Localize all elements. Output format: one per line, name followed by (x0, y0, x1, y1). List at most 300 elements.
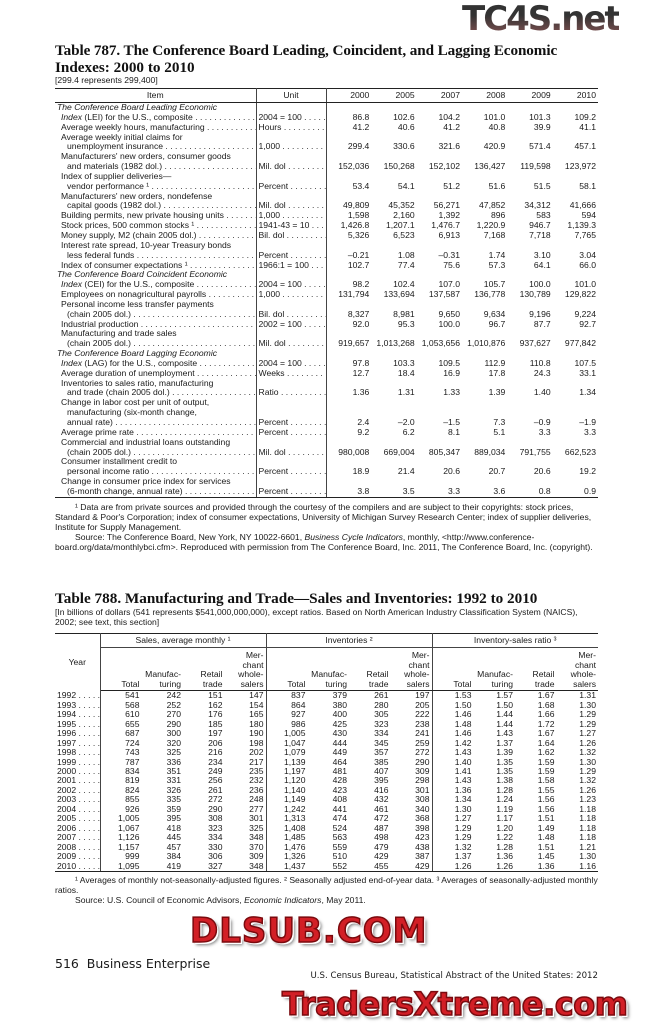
item-text: (LEI) for the U.S., composite . . . (82, 113, 255, 122)
subcolumn-header-line: trade (534, 678, 555, 689)
item-line (57, 211, 256, 221)
year-cell (55, 701, 100, 710)
value-cell: 455 (349, 862, 391, 872)
value-cell: 309 (391, 767, 433, 776)
value-cell: 241 (391, 729, 433, 738)
value-2005: 18.4 (397, 367, 415, 378)
item-cell (55, 123, 256, 133)
subcolumn-header-line: Manufac- (311, 669, 347, 680)
item-cell (55, 241, 256, 261)
value-cell: 1.72 (537, 718, 555, 729)
item-cell (55, 113, 256, 123)
item-text: Change in labor cost per unit of output, (61, 398, 210, 408)
unit-cell (256, 172, 326, 192)
subcolumn-header-line: chant (242, 659, 264, 670)
value-cell: 1.55 (537, 784, 555, 795)
value-2010: 58.1 (579, 180, 596, 191)
item-text: personal income ratio . . . (67, 467, 256, 476)
subcolumn-header-line: Retail (532, 669, 555, 680)
value-cell: 336 (166, 756, 181, 767)
value-cell: 1.26 (474, 862, 516, 872)
value-cell: 787 (125, 756, 140, 767)
table-row (55, 241, 598, 261)
table-row (55, 261, 598, 271)
value-cell: 418 (166, 822, 181, 833)
value-cell: 1.16 (557, 862, 599, 872)
value-cell: 1.36 (515, 862, 557, 872)
value-cell: 236 (225, 786, 267, 795)
item-cell (55, 172, 256, 192)
value-cell: 407 (374, 766, 389, 776)
item-text: Average duration of unemployment . . . (61, 369, 256, 378)
column-header-item: Item (55, 89, 256, 103)
watermark-logo-bottom: TradersXtreme.com (282, 985, 628, 1023)
subcolumn-header-line: chant (408, 659, 430, 670)
value-cell: 1,197 (283, 766, 306, 776)
unit-text: Percent . . . (259, 250, 327, 260)
value-2007: 321.6 (438, 141, 460, 152)
subcolumn-header-line: Total (453, 678, 472, 689)
table-787-notes (55, 502, 600, 552)
value-2000: 299.4 (347, 141, 370, 152)
value-cell: 1.62 (537, 747, 555, 758)
value-cell: 359 (166, 803, 181, 814)
value-cell: 323 (208, 822, 223, 833)
value-2005: 40.6 (397, 121, 415, 132)
value-cell: 216 (208, 747, 223, 758)
value-2010: 3.04 (579, 249, 596, 260)
value-cell: 261 (374, 690, 389, 701)
value-2009: 100.0 (529, 279, 551, 290)
value-cell: 724 (125, 737, 140, 748)
value-2010: 107.5 (574, 357, 596, 368)
value-cell: 428 (332, 775, 347, 786)
table-row (55, 231, 598, 241)
value-cell: 461 (374, 803, 389, 814)
value-2000: 980,008 (338, 446, 370, 457)
table-row (55, 428, 598, 438)
value-2007: 152,102 (428, 161, 460, 172)
unit-text: Percent . . . (259, 486, 327, 496)
subcolumn-header (557, 648, 599, 691)
item-line (57, 142, 256, 152)
value-2007: 20.6 (443, 466, 460, 477)
item-text: Building permits, new private housing units . . . (61, 211, 256, 220)
value-2010: –1.9 (579, 417, 596, 427)
value-cell: 432 (374, 794, 389, 805)
table-787 (55, 88, 598, 498)
value-cell: 1.30 (579, 851, 596, 862)
item-line (57, 477, 256, 487)
value-2009: 583 (536, 210, 551, 221)
value-2010: 41.1 (579, 121, 596, 132)
item-text: Average prime rate . . . (61, 428, 256, 437)
value-cell: 340 (391, 805, 433, 814)
section-title-text: The Conference Board Coincident Economic (57, 270, 228, 280)
item-cell (55, 438, 256, 458)
item-text: and materials (1982 dol.) . . . (67, 162, 256, 171)
value-2005: 21.4 (397, 466, 415, 477)
unit-cell (256, 300, 326, 320)
item-text: manufacturing (six-month change, (67, 408, 197, 418)
item-line (57, 113, 256, 123)
unit-cell (256, 438, 326, 458)
item-line (57, 369, 256, 379)
value-cell: 308 (208, 813, 223, 824)
value-cell: 1.44 (496, 718, 513, 729)
value-cell: 277 (225, 805, 267, 814)
value-cell: 1,005 (283, 728, 306, 739)
table-row (55, 477, 598, 497)
value-cell: 1.18 (579, 832, 596, 843)
value-cell: 290 (391, 758, 433, 767)
value-cell: 864 (291, 699, 306, 710)
value-cell: 222 (391, 710, 433, 719)
value-cell: 259 (391, 739, 433, 748)
item-text: annual rate) . . . (67, 418, 256, 427)
value-2009: 0.8 (507, 477, 552, 497)
item-line (57, 133, 256, 143)
value-2010: 129,822 (564, 289, 596, 300)
year-cell (55, 729, 100, 738)
value-cell: 1.18 (579, 813, 596, 824)
value-2008: 51.6 (488, 180, 506, 191)
value-2008: 7.3 (493, 417, 506, 427)
value-cell: 610 (125, 709, 140, 720)
unit-cell (256, 192, 326, 212)
item-cell (55, 300, 256, 320)
column-header-2005: 2005 (371, 89, 416, 103)
value-cell: 235 (225, 767, 267, 776)
item-text: and trade (chain 2005 dol.) . . . (67, 388, 256, 397)
value-2005: 6.2 (402, 426, 415, 437)
item-text: (chain 2005 dol.) . . . (67, 339, 256, 348)
value-2007: 8.1 (448, 426, 460, 437)
item-text: Employees on nonagricultural payrolls . . . (61, 290, 256, 299)
value-cell: 541 (125, 690, 140, 701)
unit-text: Percent . . . (259, 417, 327, 427)
value-cell: 1,326 (283, 851, 306, 862)
value-2005: 54.1 (397, 180, 415, 191)
section-header-row (55, 103, 598, 113)
subcolumn-header-line: salers (406, 678, 430, 689)
value-cell: 1.24 (496, 794, 513, 805)
value-2007: 1.33 (443, 387, 460, 398)
value-cell: 309 (225, 852, 267, 861)
value-cell: 290 (166, 718, 181, 729)
year-cell (55, 691, 100, 701)
value-cell: 1.34 (454, 794, 472, 805)
item-text: Commercial and industrial loans outstanding (61, 437, 231, 447)
value-2008: 1,010,876 (467, 338, 506, 349)
value-cell: 1.32 (579, 775, 596, 786)
value-cell: 1.36 (454, 784, 472, 795)
year-cell (55, 833, 100, 842)
value-cell: 1.28 (496, 784, 513, 795)
value-2010: 92.7 (579, 318, 596, 329)
item-line (57, 221, 256, 231)
item-text: vendor performance ¹ . . . (67, 182, 256, 191)
subcolumn-header-line: salers (240, 678, 264, 689)
unit-text: Hours . . . (259, 123, 327, 132)
value-2000: 41.2 (352, 121, 370, 132)
value-2005: 150,268 (383, 161, 415, 172)
unit-cell (256, 261, 326, 271)
value-cell: 1,313 (283, 813, 306, 824)
subcolumn-header-line: Mer- (578, 650, 596, 660)
subcolumn-header-line: trade (368, 678, 389, 689)
subcolumn-header-line: Manufac- (477, 669, 513, 680)
value-2000: 8,327 (347, 308, 370, 319)
value-cell: 1.48 (537, 832, 555, 843)
item-line (57, 152, 256, 162)
value-2000: 86.8 (352, 111, 370, 122)
value-cell: 429 (391, 862, 433, 872)
value-cell: 306 (208, 851, 223, 862)
table-788-group-header-row (55, 634, 598, 648)
value-cell: 238 (391, 720, 433, 729)
value-cell: 1.37 (454, 851, 472, 862)
value-cell: 1.57 (496, 690, 513, 701)
item-line (57, 290, 256, 300)
value-2009: 51.5 (533, 180, 551, 191)
value-cell: 1,476 (283, 841, 306, 852)
value-2005: 133,694 (383, 289, 415, 300)
item-cell (55, 133, 256, 153)
value-cell: 1.58 (537, 775, 555, 786)
subcolumn-header (308, 648, 350, 691)
subcolumn-header-line: salers (573, 678, 596, 689)
subcolumn-header-line: Manufac- (145, 669, 181, 680)
section-title (55, 270, 256, 280)
value-2007: 75.6 (443, 259, 460, 270)
value-2009: 1.40 (533, 387, 551, 398)
item-line (57, 280, 256, 290)
item-text: Industrial production . . . (61, 320, 256, 329)
value-2010: 19.2 (579, 466, 596, 477)
value-2000: 2.4 (357, 417, 370, 427)
column-header-2009: 2009 (507, 89, 552, 103)
item-text: Index of supplier deliveries— (61, 171, 172, 181)
value-2005: –2.0 (397, 417, 415, 427)
value-cell: 1,120 (283, 775, 306, 786)
value-2008: 101.0 (483, 111, 506, 122)
year-text: 2003 . . . (57, 795, 100, 804)
value-cell: 1.48 (454, 718, 472, 729)
value-2005: 669,004 (383, 446, 415, 457)
value-cell: 190 (225, 729, 267, 738)
table-787-headnote: [299.4 represents 299,400] (55, 75, 158, 85)
value-2005: 8,981 (393, 308, 415, 319)
value-cell: 1.68 (537, 699, 555, 710)
value-cell: 1.35 (496, 756, 513, 767)
value-cell: 1.26 (579, 737, 596, 748)
value-cell: 487 (374, 822, 389, 833)
item-line (57, 241, 256, 251)
item-text: Money supply, M2 (chain 2005 dol.) . . . (61, 231, 256, 240)
value-2005: 1.31 (397, 387, 415, 398)
column-header-year: Year (55, 634, 100, 691)
table-row (55, 300, 598, 320)
value-cell: 1.64 (537, 737, 555, 748)
table-row (55, 379, 598, 399)
table-row (55, 192, 598, 212)
subcolumn-header (183, 648, 225, 691)
value-cell: 1.46 (454, 709, 472, 720)
unit-text: 1,000 . . . (259, 290, 327, 299)
value-2007: 805,347 (428, 446, 460, 457)
value-cell: 242 (166, 690, 181, 701)
subcolumn-header-line: turing (159, 678, 181, 689)
value-cell: 1.43 (496, 728, 513, 739)
value-2007: 41.2 (443, 121, 460, 132)
subcolumn-header (225, 648, 267, 691)
item-text: (chain 2005 dol.) . . . (67, 448, 256, 457)
value-cell: 345 (374, 737, 389, 748)
unit-cell (256, 270, 326, 280)
unit-cell (256, 280, 326, 290)
value-cell: 395 (374, 775, 389, 786)
subcolumn-header-line: Retail (200, 669, 223, 680)
value-2010: 9,224 (574, 308, 596, 319)
table-row (55, 438, 598, 458)
value-2009: 791,755 (519, 446, 551, 457)
value-2008: 420.9 (483, 141, 506, 152)
value-cell: 1.46 (454, 728, 472, 739)
value-2009: 39.9 (533, 121, 551, 132)
value-cell: 147 (225, 691, 267, 701)
value-2005: 103.3 (393, 357, 415, 368)
item-line (57, 201, 256, 211)
subcolumn-header-line: Total (121, 678, 140, 689)
table-row (55, 398, 598, 428)
value-2009: 110.8 (529, 357, 551, 368)
value-2009: 64.1 (533, 259, 551, 270)
year-text: 2007 . . . (57, 833, 100, 842)
value-cell: 1.66 (537, 709, 555, 720)
value-cell: 330 (208, 841, 223, 852)
value-cell: 1,408 (283, 822, 306, 833)
watermark-logo-top: TC4S.net (462, 0, 619, 39)
value-cell: 232 (225, 776, 267, 785)
subcolumn-header-line: chant (574, 659, 596, 670)
source-text: Source: U.S. Council of Economic Advisors, (75, 895, 245, 905)
value-cell: 290 (208, 803, 223, 814)
value-cell: 1.53 (454, 690, 472, 701)
table-788-subheader-row (55, 648, 598, 691)
year-text: 2010 . . . (57, 862, 100, 871)
value-cell: 1.17 (496, 813, 513, 824)
value-2007: 9,650 (438, 308, 460, 319)
value-cell: 323 (374, 718, 389, 729)
value-2000: 9.2 (357, 426, 370, 437)
unit-text: Ratio . . . (259, 387, 327, 397)
item-text: (6-month change, annual rate) . . . (67, 487, 256, 496)
value-cell: 429 (374, 851, 389, 862)
value-cell: 559 (332, 841, 347, 852)
unit-cell (256, 457, 326, 477)
unit-text: 2004 = 100 . . . (259, 113, 327, 122)
item-line (57, 123, 256, 133)
value-2000: 131,794 (338, 289, 370, 300)
value-2000: 18.9 (352, 466, 370, 477)
group-header: Inventory-sales ratio ³ (432, 634, 598, 648)
item-text: unemployment insurance . . . (67, 142, 256, 151)
table-row (55, 172, 598, 192)
subcolumn-header-line: turing (491, 678, 513, 689)
table-row (55, 123, 598, 133)
subcolumn-header-line: whole- (238, 669, 264, 680)
value-2009: 87.7 (533, 318, 551, 329)
value-cell: 1.38 (496, 775, 513, 786)
table-788-headnote: [In billions of dollars (541 represents $541,000,000,000), except ratios. Based on North American Industry Classification System (NAICS), 2002; see text, this section] (55, 607, 578, 627)
item-line (57, 428, 256, 438)
section-header-row (55, 349, 598, 359)
value-cell: 385 (374, 756, 389, 767)
unit-text: 2004 = 100 . . . (259, 359, 327, 368)
value-cell: 1,047 (283, 737, 306, 748)
value-2007: 104.2 (438, 111, 460, 122)
section-title (55, 103, 256, 113)
table-788-notes (55, 875, 600, 905)
value-2009: 7,718 (529, 229, 551, 240)
value-2009: 937,627 (519, 338, 551, 349)
value-cell: 563 (332, 832, 347, 843)
unit-cell (256, 320, 326, 330)
value-cell: 1.27 (454, 813, 472, 824)
value-2008: 96.7 (488, 318, 506, 329)
item-text: (chain 2005 dol.) . . . (67, 310, 256, 319)
value-cell: 425 (332, 718, 347, 729)
value-2005: 330.6 (393, 141, 415, 152)
item-line (57, 182, 256, 192)
item-cell (55, 211, 256, 221)
item-line (57, 162, 256, 172)
value-cell: 464 (332, 756, 347, 767)
year-text: 2000 . . . (57, 767, 100, 776)
value-2010: 662,523 (564, 446, 596, 457)
value-2000: 53.4 (352, 180, 370, 191)
item-line (57, 339, 256, 349)
value-cell: 380 (332, 699, 347, 710)
value-2010: 123,972 (564, 161, 596, 172)
year-text: 2004 . . . (57, 805, 100, 814)
value-2009: 3.3 (538, 426, 551, 437)
value-2008: 1.74 (488, 249, 506, 260)
unit-cell (256, 221, 326, 231)
value-cell: 438 (391, 843, 433, 852)
value-2008: 57.3 (488, 259, 506, 270)
value-2000: 97.8 (352, 357, 370, 368)
value-cell: 1.45 (537, 851, 555, 862)
value-cell: 655 (125, 718, 140, 729)
section-title-text: The Conference Board Lagging Economic (57, 349, 218, 359)
item-line (57, 359, 256, 369)
value-2000: –0.21 (347, 249, 370, 260)
item-cell (55, 398, 256, 428)
value-cell: 1.43 (454, 747, 472, 758)
value-2010: 7,765 (574, 229, 596, 240)
value-cell: 154 (225, 701, 267, 710)
section-header-row (55, 270, 598, 280)
group-header: Sales, average monthly ¹ (100, 634, 266, 648)
value-cell: 151 (208, 690, 223, 701)
value-cell: 1.50 (496, 699, 513, 710)
value-cell: 1.42 (454, 737, 472, 748)
item-line (57, 408, 256, 418)
value-cell: 202 (225, 748, 267, 757)
table-row (55, 369, 598, 379)
